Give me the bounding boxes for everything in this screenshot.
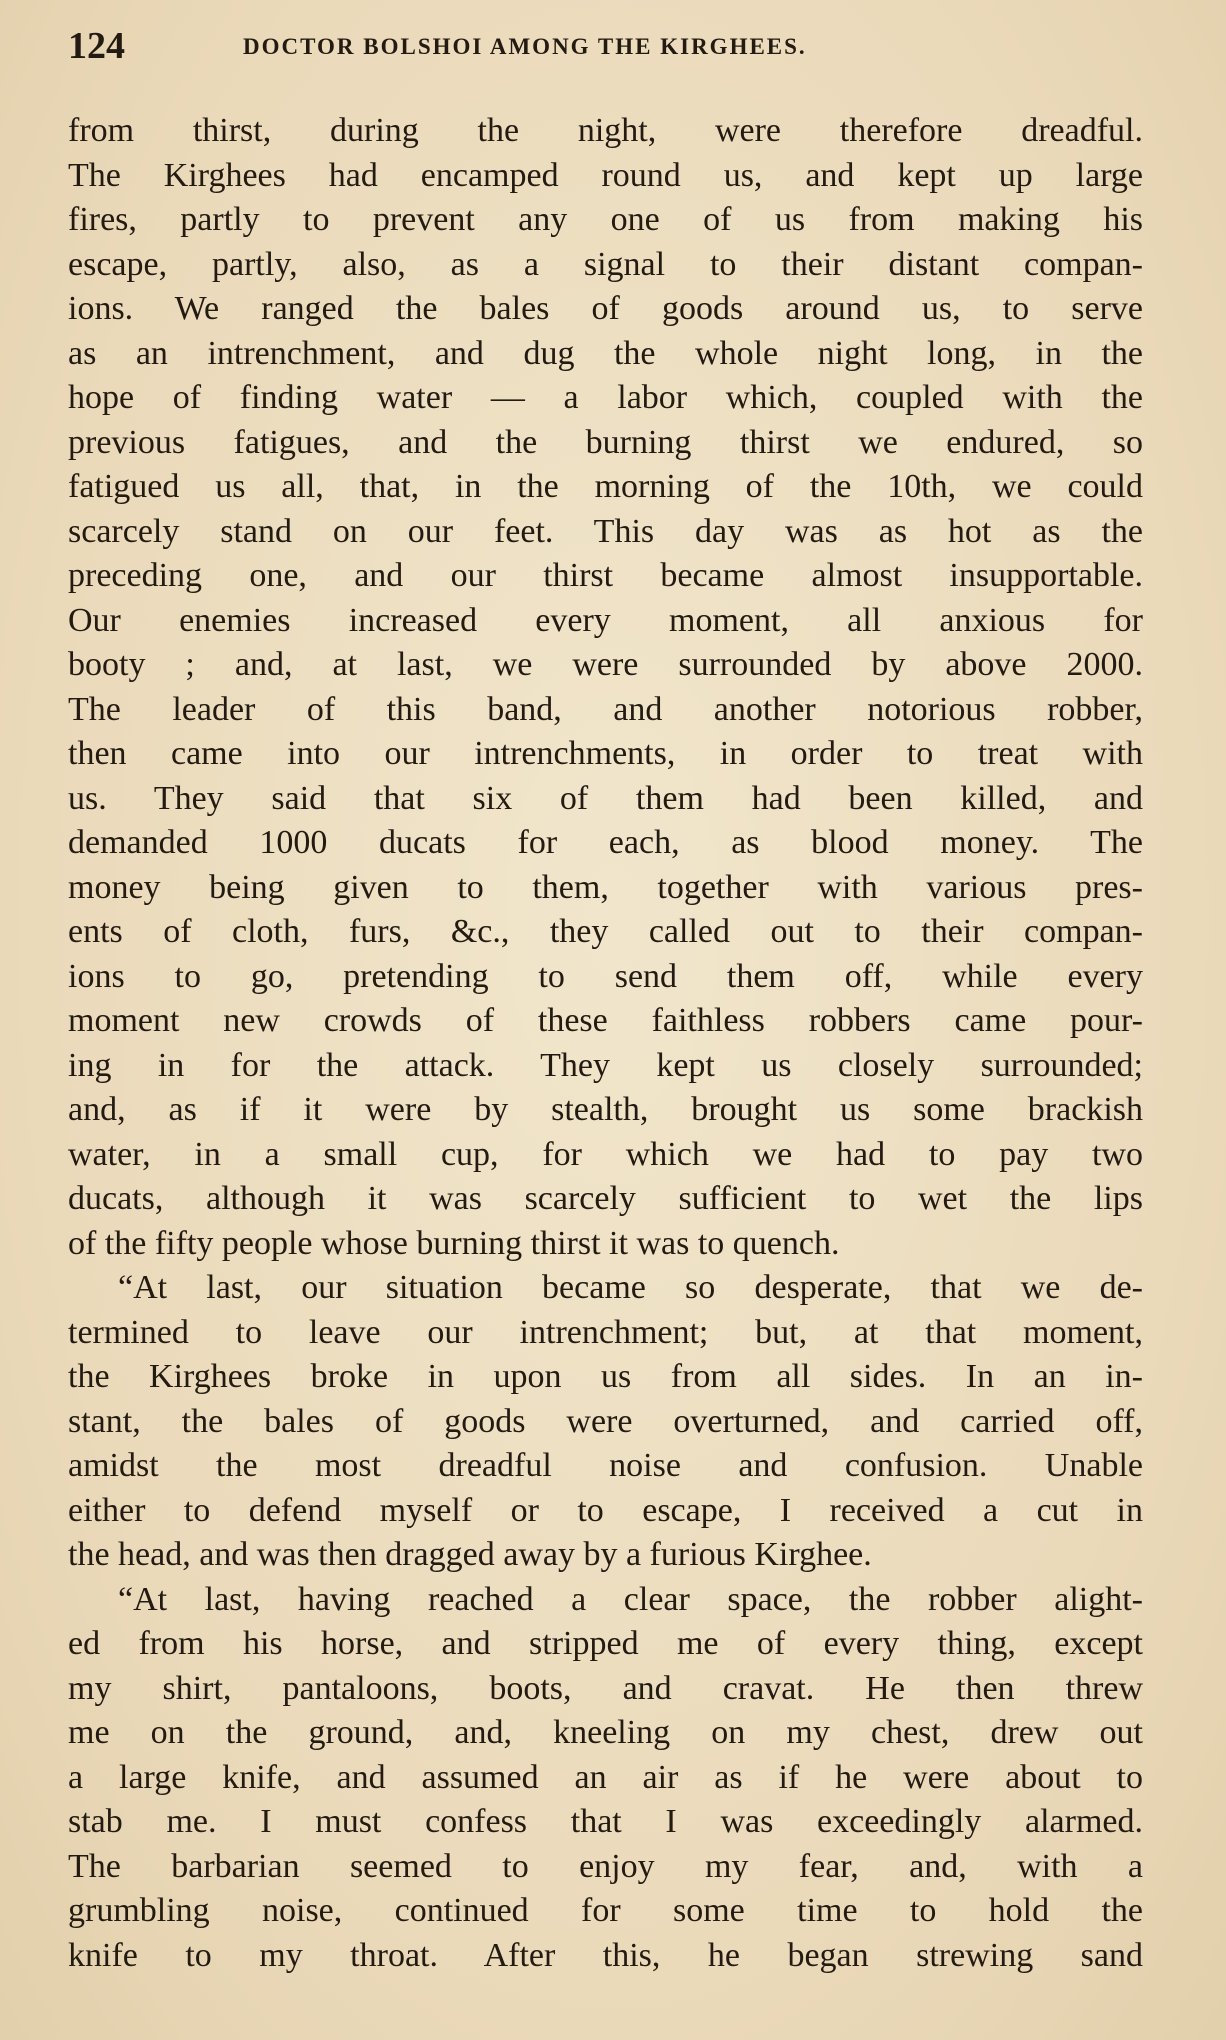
text-line: me on the ground, and, kneeling on my chest, drew out — [68, 1714, 1143, 1751]
text-line: ents of cloth, furs, &c., they called out to their compan- — [68, 913, 1143, 950]
text-line: ions to go, pretending to send them off, while every — [68, 957, 1143, 995]
text-line: money being given to them, together with various pres- — [68, 868, 1143, 906]
text-line: The leader of this band, and another notorious robber, — [68, 690, 1143, 728]
page-header — [68, 22, 1158, 70]
text-line: “At last, our situation became so desperate, that we de- — [118, 1269, 1143, 1306]
text-line: ducats, although it was scarcely sufficient to wet the lips — [68, 1180, 1143, 1217]
text-line: ing in for the attack. They kept us closely surrounded; — [68, 1046, 1143, 1084]
text-line: fatigued us all, that, in the morning of the 10th, we could — [68, 468, 1143, 505]
text-line: a large knife, and assumed an air as if he were about to — [68, 1758, 1143, 1796]
text-line: stant, the bales of goods were overturned, and carried off, — [68, 1402, 1143, 1440]
text-line: booty ; and, at last, we were surrounded by above 2000. — [68, 646, 1143, 683]
text-line: grumbling noise, continued for some time to hold the — [68, 1892, 1143, 1929]
text-line: moment new crowds of these faithless robbers came pour- — [68, 1002, 1143, 1039]
text-line: either to defend myself or to escape, I received a cut in — [68, 1491, 1143, 1529]
text-line: The Kirghees had encamped round us, and kept up large — [68, 156, 1143, 194]
page-number: 124 — [68, 25, 125, 67]
text-line: Our enemies increased every moment, all anxious for — [68, 601, 1143, 639]
text-line: demanded 1000 ducats for each, as blood money. The — [68, 824, 1143, 861]
text-line: fires, partly to prevent any one of us from making his — [68, 201, 1143, 238]
text-line: hope of finding water — a labor which, coupled with the — [68, 379, 1143, 416]
text-line: my shirt, pantaloons, boots, and cravat. He then threw — [68, 1669, 1143, 1707]
text-line: ed from his horse, and stripped me of every thing, except — [68, 1625, 1143, 1662]
text-line: scarcely stand on our feet. This day was as hot as the — [68, 512, 1143, 550]
text-line: as an intrenchment, and dug the whole night long, in the — [68, 334, 1143, 372]
text-line: from thirst, during the night, were therefore dreadful. — [68, 112, 1143, 149]
text-line: water, in a small cup, for which we had to pay two — [68, 1135, 1143, 1173]
text-line: “At last, having reached a clear space, the robber alight- — [118, 1580, 1143, 1618]
text-line: us. They said that six of them had been killed, and — [68, 779, 1143, 817]
text-line: stab me. I must confess that I was exceedingly alarmed. — [68, 1803, 1143, 1840]
text-line: knife to my throat. After this, he began strewing sand — [68, 1936, 1143, 1974]
text-line: then came into our intrenchments, in order to treat with — [68, 735, 1143, 772]
running-title: DOCTOR BOLSHOI AMONG THE KIRGHEES. — [243, 34, 807, 59]
text-line: the head, and was then dragged away by a furious Kirghee. — [68, 1536, 872, 1573]
text-line: termined to leave our intrenchment; but, at that moment, — [68, 1313, 1143, 1351]
text-line: ions. We ranged the bales of goods around us, to serve — [68, 290, 1143, 327]
text-line: previous fatigues, and the burning thirst we endured, so — [68, 423, 1143, 461]
text-line: The barbarian seemed to enjoy my fear, and, with a — [68, 1847, 1143, 1885]
text-line: and, as if it were by stealth, brought us some brackish — [68, 1091, 1143, 1128]
text-line: preceding one, and our thirst became almost insupportable. — [68, 557, 1143, 594]
text-line: amidst the most dreadful noise and confusion. Unable — [68, 1447, 1143, 1484]
body-text — [68, 109, 1143, 1978]
text-line: of the fifty people whose burning thirst it was to quench. — [68, 1224, 840, 1262]
text-line: the Kirghees broke in upon us from all sides. In an in- — [68, 1358, 1143, 1395]
text-line: escape, partly, also, as a signal to their distant compan- — [68, 245, 1143, 283]
